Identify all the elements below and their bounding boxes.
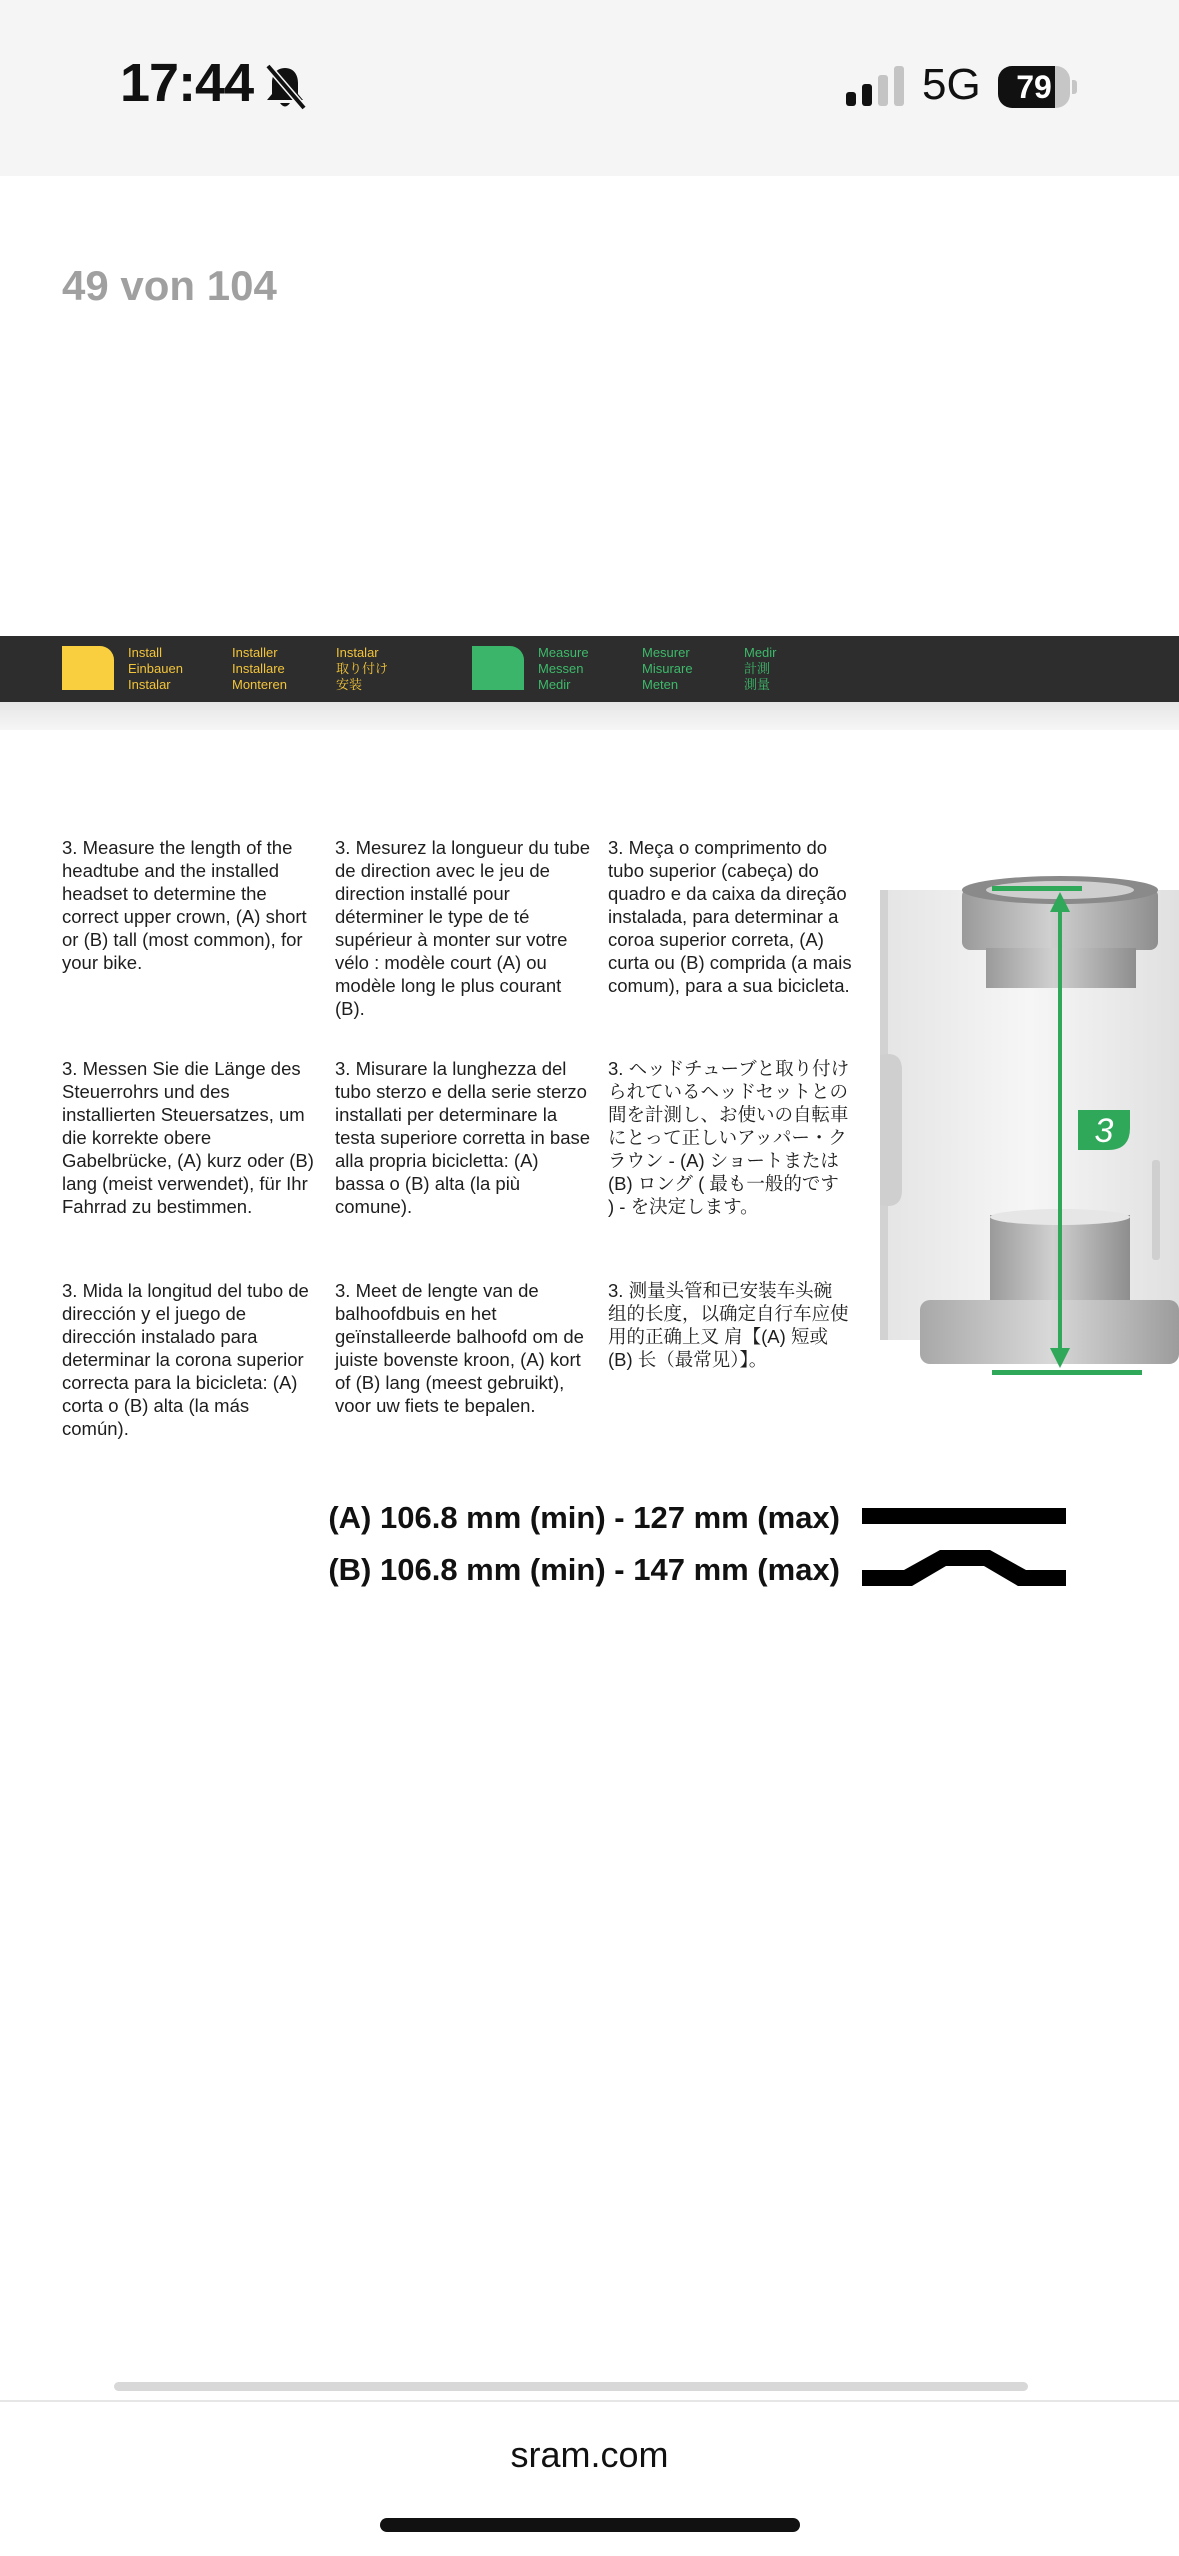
status-time: 17:44 xyxy=(120,53,254,113)
instruction-fr: 3. Mesurez la longueur du tube de direction avec le jeu de direction installé pour déterminer le type de té supérieur à monter sur votre vélo : modèle court (A) ou modèle long le plus courant (B). xyxy=(335,837,591,1019)
measure-label-1: Measure Messen Medir xyxy=(538,645,589,692)
headtube-measurement-illustration xyxy=(880,860,1179,1380)
instruction-de: 3. Messen Sie die Länge des Steuerrohrs und des installierten Steuersatzes, um die korrekte obere Gabelbrücke, (A) kurz oder (B) lang (meist verwendet), für Ihr Fahrrad zu bestimmen. xyxy=(62,1058,314,1217)
instruction-zh: 3. 测量头管和已安装车头碗组的长度，以确定自行车应使用的正确上叉 肩【(A) 短或 (B) 长（最常见）】。 xyxy=(608,1280,849,1370)
bottom-bar-divider xyxy=(0,2400,1179,2402)
install-label-2: Installer Installare Monteren xyxy=(232,645,287,692)
network-type: 5G xyxy=(922,60,981,109)
install-label-1: Install Einbauen Instalar xyxy=(128,645,183,692)
home-indicator[interactable] xyxy=(380,2518,800,2532)
cellular-signal-icon xyxy=(844,66,908,106)
battery-level: 79 xyxy=(1016,69,1052,105)
instruction-es: 3. Mida la longitud del tubo de dirección y el juego de dirección instalado para determinar la corona superior correcta para la bicicleta: (A) corta o (B) alta (la más común). xyxy=(62,1280,309,1439)
instruction-it: 3. Misurare la lunghezza del tubo sterzo e della serie sterzo installati per determinare la testa superiore corretta in base alla propria bicicletta: (A) bassa o (B) alta (la più comune). xyxy=(335,1058,591,1217)
page-counter: 49 von 104 xyxy=(62,262,277,309)
bell-muted-icon xyxy=(262,62,308,112)
instruction-en: 3. Measure the length of the headtube and the installed headset to determine the correct upper crown, (A) short or (B) tall (most common), for your bike. xyxy=(62,837,307,973)
section-header-shadow xyxy=(0,702,1179,730)
step-number-label: 3 xyxy=(1094,1112,1114,1150)
dimension-b: (B) 106.8 mm (min) - 147 mm (max) xyxy=(328,1552,840,1587)
instruction-nl: 3. Meet de lengte van de balhoofdbuis en het geïnstalleerde balhoofd om de juiste bovenste kroon, (A) kort of (B) lang (meest gebruikt), voor uw fiets te bepalen. xyxy=(335,1280,584,1416)
horizontal-scrollbar[interactable] xyxy=(114,2382,1028,2391)
install-label-3: Instalar 取り付け 安装 xyxy=(336,645,389,692)
instruction-ja: 3. ヘッドチューブと取り付けられているヘッドセットとの間を計測し、お使いの自転車にとって正しいアッパー・クラウン - (A) ショートまたは (B) ロング ( 最も一般的です ) - を決定します。 xyxy=(608,1058,850,1217)
measure-label-2: Mesurer Misurare Meten xyxy=(642,645,693,692)
tall-crown-profile-icon xyxy=(862,1548,1066,1592)
install-tab-icon xyxy=(62,646,114,690)
short-crown-profile-icon xyxy=(862,1506,1066,1526)
dimension-a: (A) 106.8 mm (min) - 127 mm (max) xyxy=(328,1500,840,1535)
battery-icon xyxy=(998,66,1078,108)
measure-tab-icon xyxy=(472,646,524,690)
address-bar-domain[interactable]: sram.com xyxy=(510,2434,669,2475)
measure-label-3: Medir 計測 測量 xyxy=(744,645,777,692)
instruction-pt: 3. Meça o comprimento do tubo superior (cabeça) do quadro e da caixa da direção instalada, para determinar a coroa superior correta, (A) curta ou (B) comprida (a mais comum), para a sua bicicleta. xyxy=(608,837,852,996)
